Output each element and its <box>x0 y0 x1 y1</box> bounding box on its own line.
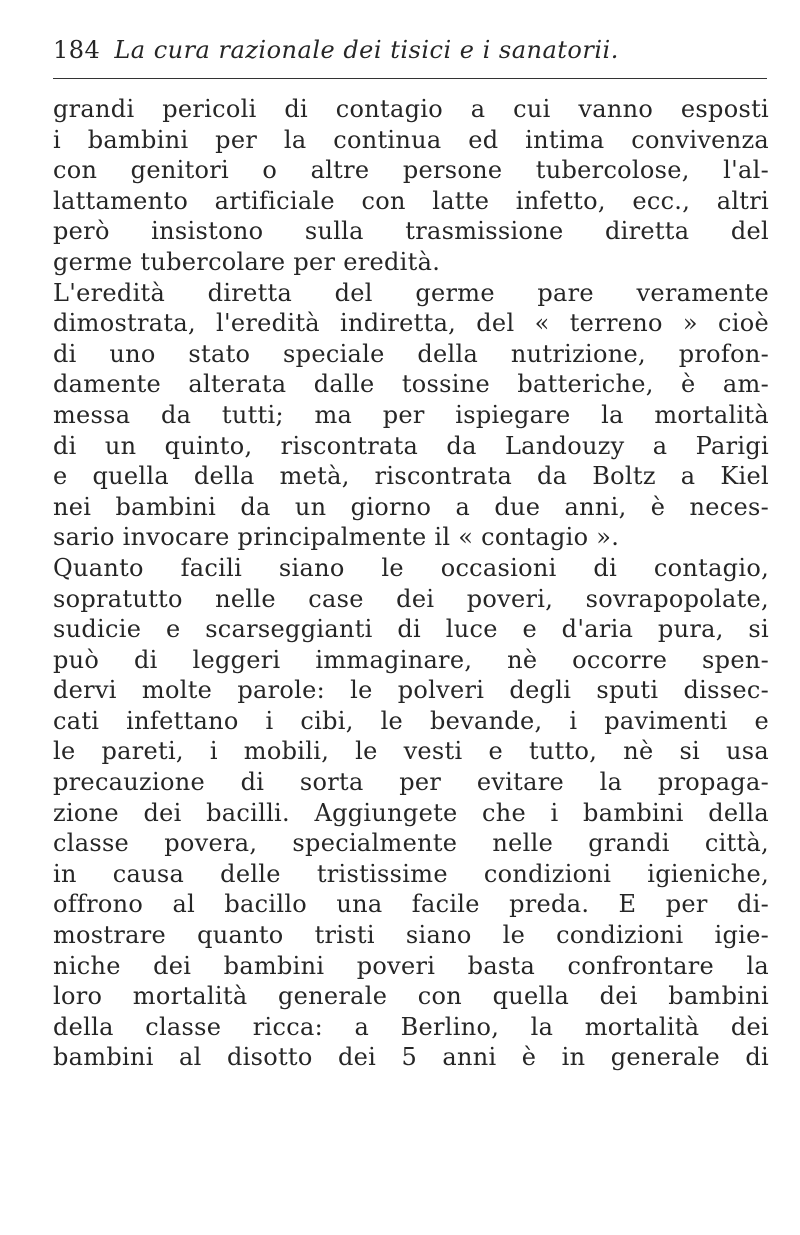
text-line: sario invocare principalmente il « contagio ». <box>53 523 620 552</box>
text-line: di un quinto, riscontrata da Landouzy a Parigi <box>53 431 769 460</box>
text-line: di uno stato speciale della nutrizione, profon- <box>53 339 769 368</box>
running-head <box>53 36 773 76</box>
text-line: offrono al bacillo una facile preda. E per di- <box>53 890 769 919</box>
text-line: sopratutto nelle case dei poveri, sovrapopolate, <box>53 584 769 613</box>
text-line: con genitori o altre persone tubercolose, l'al- <box>53 156 769 185</box>
text-line: precauzione di sorta per evitare la propaga- <box>53 768 769 797</box>
text-line: della classe ricca: a Berlino, la mortalità dei <box>53 1012 769 1041</box>
header-rule <box>53 78 767 79</box>
page-number: 184 <box>53 36 101 64</box>
text-line: le pareti, i mobili, le vesti e tutto, nè si usa <box>53 737 769 766</box>
text-line: classe povera, specialmente nelle grandi città, <box>53 829 769 858</box>
text-line: niche dei bambini poveri basta confrontare la <box>53 951 769 980</box>
text-line: L'eredità diretta del germe pare veramente <box>53 278 769 307</box>
text-line: in causa delle tristissime condizioni igieniche, <box>53 859 769 888</box>
text-line: mostrare quanto tristi siano le condizioni igie- <box>53 921 769 950</box>
text-line: e quella della metà, riscontrata da Boltz a Kiel <box>53 462 769 491</box>
text-line: germe tubercolare per eredità. <box>53 247 441 276</box>
text-line: Quanto facili siano le occasioni di contagio, <box>53 553 769 582</box>
text-line: nei bambini da un giorno a due anni, è neces- <box>53 492 769 521</box>
text-line: grandi pericoli di contagio a cui vanno esposti <box>53 95 769 123</box>
text-line: sudicie e scarseggianti di luce e d'aria pura, si <box>53 615 769 644</box>
text-line: dimostrata, l'eredità indiretta, del « terreno » cioè <box>53 309 769 338</box>
text-line: bambini al disotto dei 5 anni è in generale di <box>53 1043 769 1072</box>
text-line: dervi molte parole: le polveri degli sputi dissec- <box>53 676 769 705</box>
text-line: messa da tutti; ma per ispiegare la mortalità <box>53 400 769 429</box>
running-head-title: La cura razionale dei tisici e i sanatorii. <box>114 36 619 64</box>
text-line: damente alterata dalle tossine batteriche, è am- <box>53 370 769 399</box>
text-line: loro mortalità generale con quella dei bambini <box>53 982 769 1011</box>
text-line: però insistono sulla trasmissione diretta del <box>53 217 769 246</box>
text-line: lattamento artificiale con latte infetto, ecc., altri <box>53 186 769 215</box>
text-line: zione dei bacilli. Aggiungete che i bambini della <box>53 798 769 827</box>
text-line: può di leggeri immaginare, nè occorre spen- <box>53 645 769 674</box>
body-text <box>53 94 769 1073</box>
text-line: i bambini per la continua ed intima convivenza <box>53 125 769 154</box>
text-line: cati infettano i cibi, le bevande, i pavimenti e <box>53 706 769 735</box>
